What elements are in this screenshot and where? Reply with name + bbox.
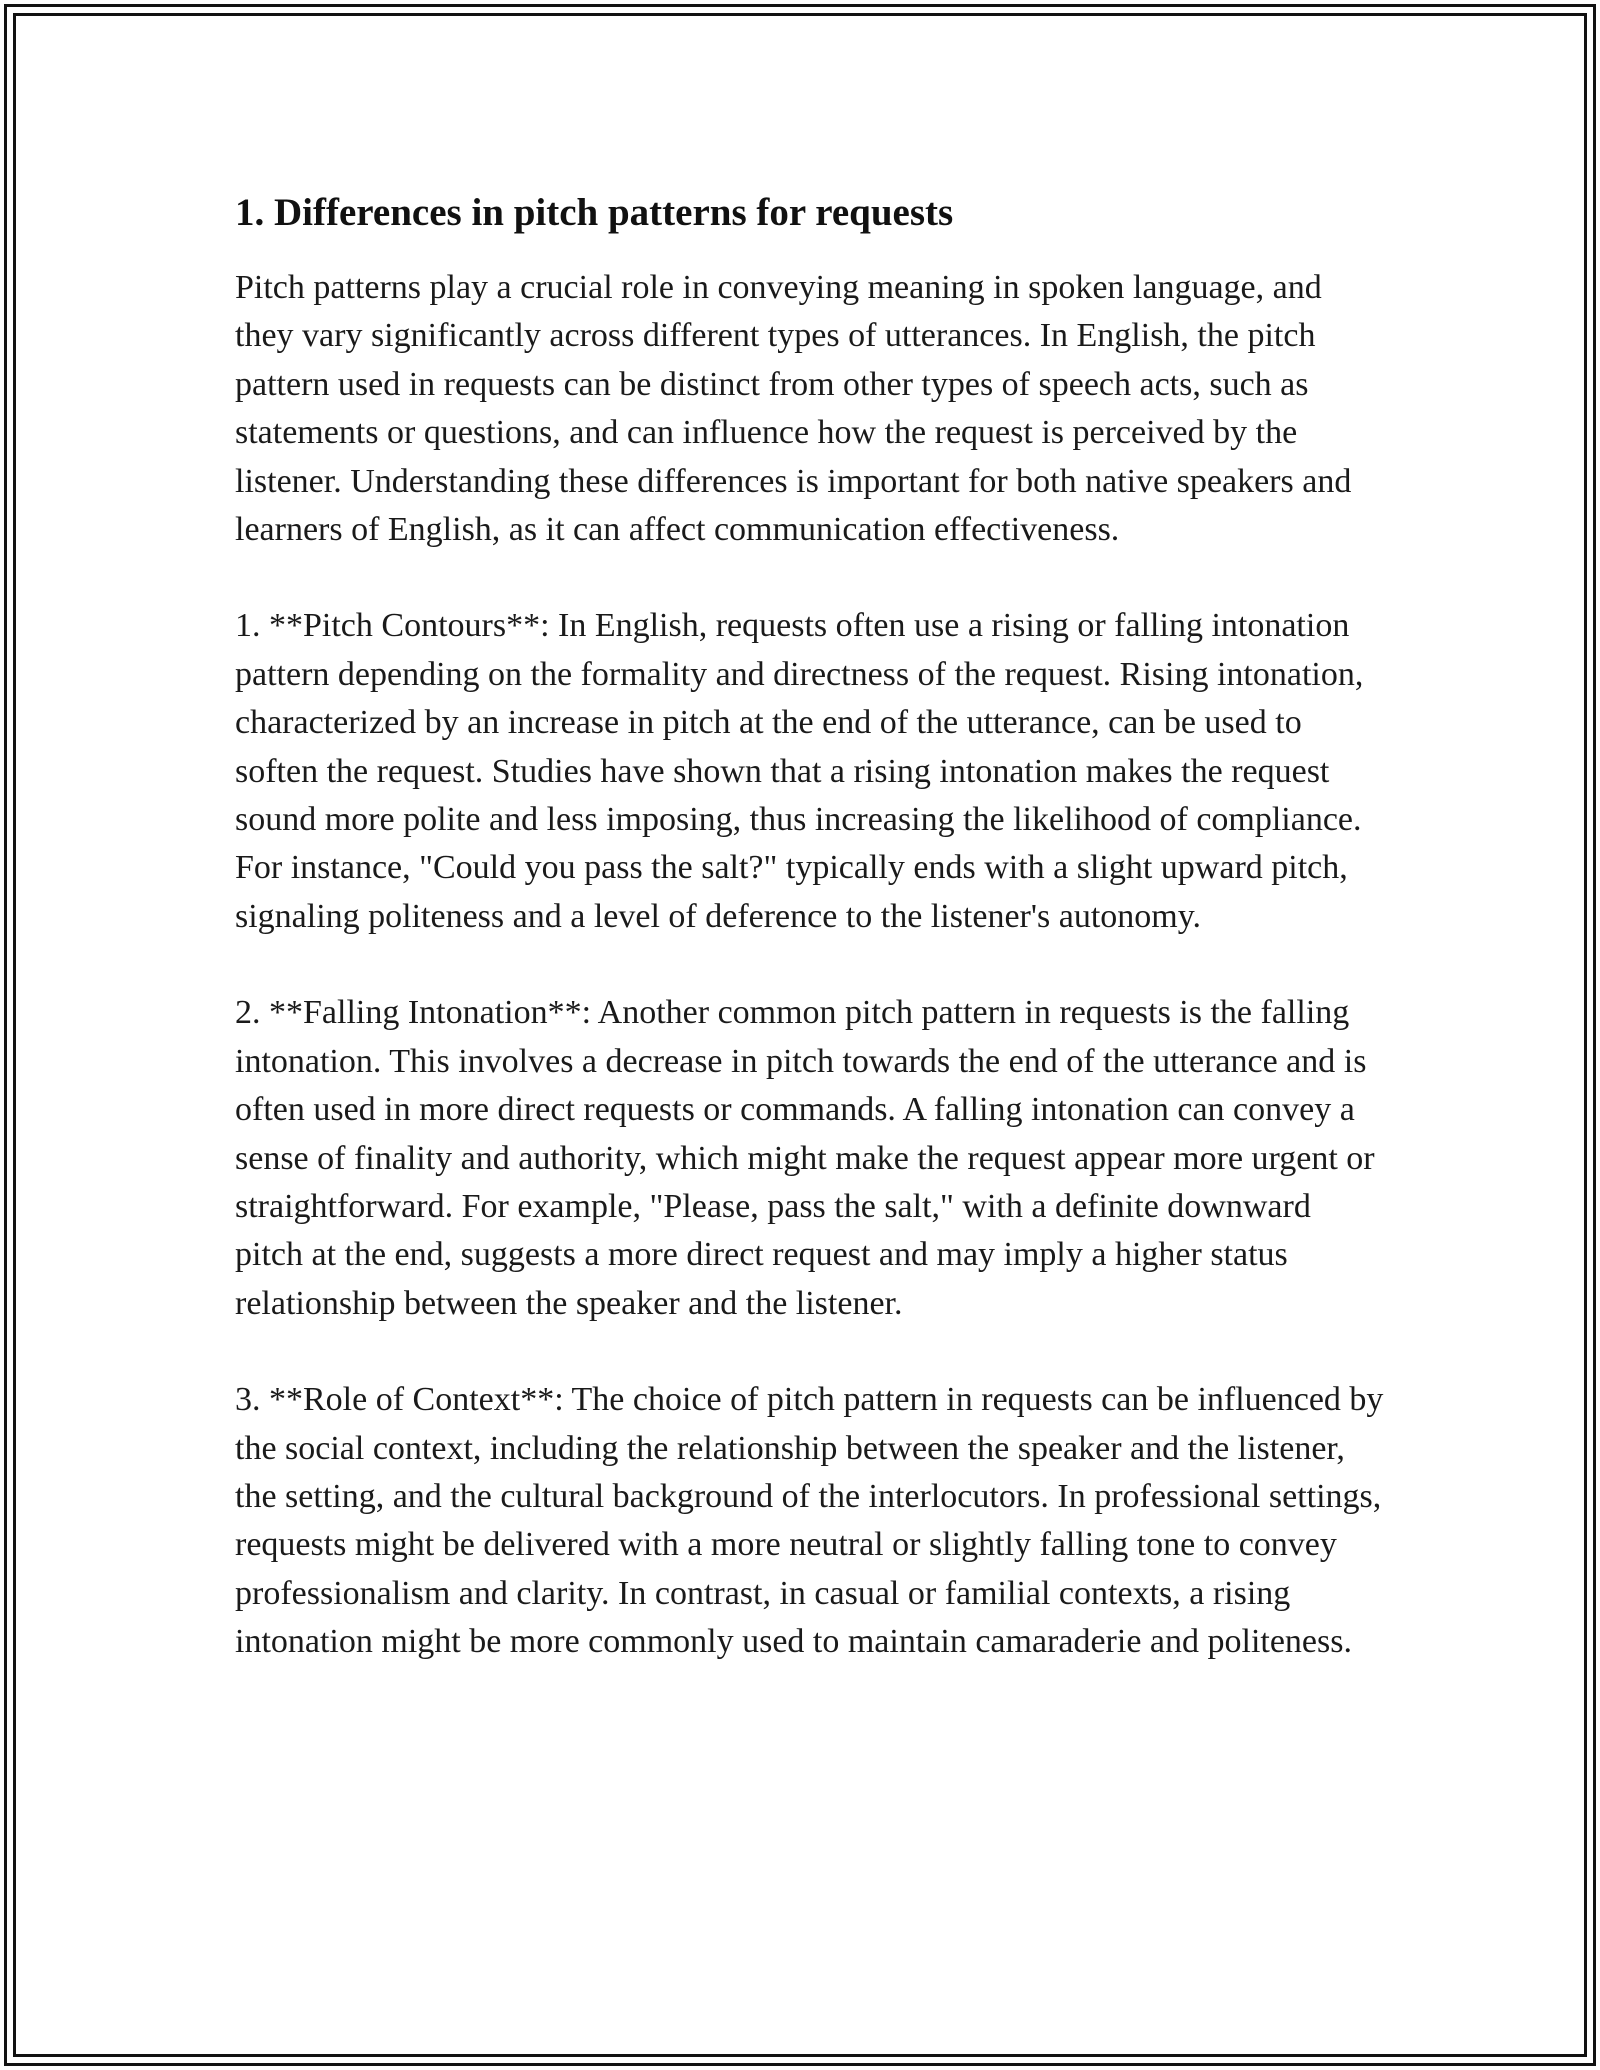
role-of-context-paragraph: 3. **Role of Context**: The choice of pitch pattern in requests can be influenced by the social context, including the relationship between the speaker and the listener, the setting, and the cultural background of the interlocutors. In professional settings, requests might be delivered with a more neutral or slightly falling tone to convey professionalism and clarity. In contrast, in casual or familial contexts, a rising intonation might be more commonly used to maintain camaraderie and politeness. (235, 1381, 1384, 1661)
section-heading: 1. Differences in pitch patterns for requests (235, 191, 954, 234)
falling-intonation-paragraph: 2. **Falling Intonation**: Another common pitch pattern in requests is the falling intonation. This involves a decrease in pitch towards the end of the utterance and is often used in more direct requests or commands. A falling intonation can convey a sense of finality and authority, which might make the request appear more urgent or straightforward. For example, "Please, pass the salt," with a definite downward pitch at the end, suggests a more direct request and may imply a higher status relationship between the speaker and the listener. (235, 994, 1375, 1322)
pitch-contours-paragraph: 1. **Pitch Contours**: In English, requests often use a rising or falling intonation pattern depending on the formality and directness of the request. Rising intonation, characterized by an increase in pitch at the end of the utterance, can be used to soften the request. Studies have shown that a rising intonation makes the request sound more polite and less imposing, thus increasing the likelihood of compliance. For instance, "Could you pass the salt?" typically ends with a slight upward pitch, signaling politeness and a level of deference to the listener's autonomy. (235, 607, 1364, 935)
document-body (235, 186, 1385, 1667)
intro-paragraph: Pitch patterns play a crucial role in conveying meaning in spoken language, and they vary significantly across different types of utterances. In English, the pitch pattern used in requests can be distinct from other types of speech acts, such as statements or questions, and can influence how the request is perceived by the listener. Understanding these differences is important for both native speakers and learners of English, as it can affect communication effectiveness. (235, 269, 1352, 549)
